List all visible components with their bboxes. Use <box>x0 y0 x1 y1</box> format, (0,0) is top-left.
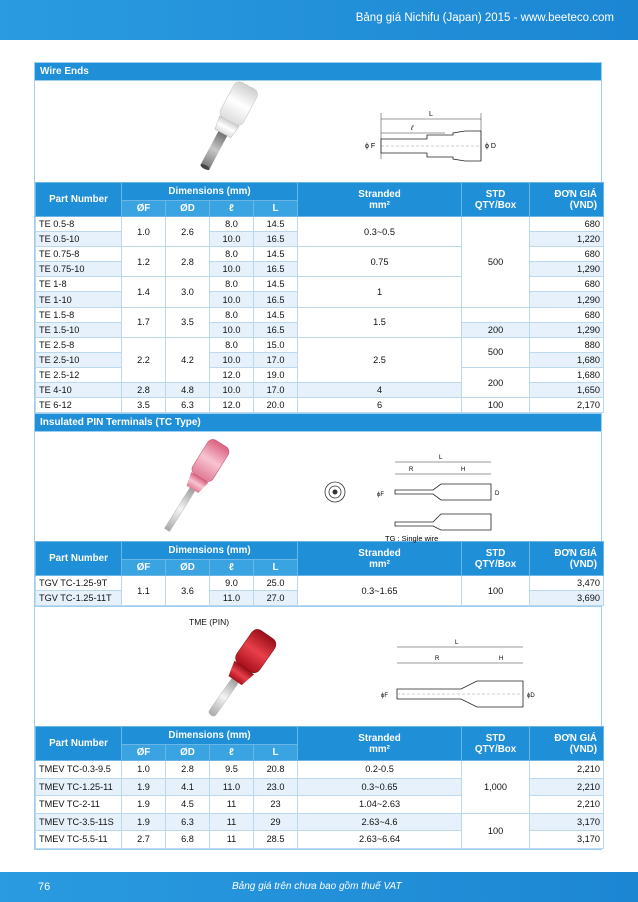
header-text: Stranded <box>358 188 401 200</box>
table-cell: 6.8 <box>166 831 210 849</box>
table-cell: 16.5 <box>254 262 298 277</box>
header-text: STD <box>485 547 506 559</box>
table-cell: TE 4-10 <box>36 383 122 398</box>
tme-dim-D: ϕD <box>527 693 535 700</box>
wire-ends-illustration <box>35 80 601 182</box>
col-d: ØD <box>166 560 210 576</box>
header-text: ĐƠN GIÁ <box>554 547 598 559</box>
tc-section <box>34 413 602 850</box>
table-cell: TE 1-10 <box>36 292 122 307</box>
table-cell: TE 0.75-10 <box>36 262 122 277</box>
table-cell: 15.0 <box>254 337 298 352</box>
table-row <box>36 398 604 413</box>
table-cell: 2.63~6.64 <box>298 831 462 849</box>
table-cell: 10.0 <box>210 352 254 367</box>
tc-dim-H: H <box>461 467 466 473</box>
table-cell: 27.0 <box>254 591 298 606</box>
table-cell: TE 2.5-12 <box>36 367 122 382</box>
table-cell: 16.5 <box>254 292 298 307</box>
tme-dim-F: ϕF <box>381 693 389 700</box>
col-l: L <box>254 560 298 576</box>
tc-dim-R: R <box>409 467 414 473</box>
table-cell: TE 2.5-8 <box>36 337 122 352</box>
table-cell: 11 <box>210 831 254 849</box>
table-cell: 4.1 <box>166 778 210 796</box>
table-cell: 11 <box>210 813 254 831</box>
col-l1: ℓ <box>210 201 254 217</box>
tc-illustration <box>35 431 601 541</box>
col-d: ØD <box>166 201 210 217</box>
table-cell: TE 2.5-10 <box>36 352 122 367</box>
table-cell: 3,690 <box>530 591 604 606</box>
table-cell: 100 <box>462 813 530 848</box>
table-cell: 0.2-0.5 <box>298 761 462 779</box>
table-cell: 1.9 <box>122 796 166 814</box>
tme-dimension-drawing <box>351 633 551 725</box>
table-cell: 2,210 <box>530 796 604 814</box>
col-part-number: Part Number <box>36 183 122 217</box>
table-cell: 6.3 <box>166 398 210 413</box>
col-f: ØF <box>122 560 166 576</box>
table-cell: TE 0.75-8 <box>36 247 122 262</box>
col-f: ØF <box>122 201 166 217</box>
table-cell: 2.63~4.6 <box>298 813 462 831</box>
table-cell: 0.3~1.65 <box>298 576 462 606</box>
table-cell: 9.5 <box>210 761 254 779</box>
table-cell: 10.0 <box>210 292 254 307</box>
table-cell: 1.9 <box>122 778 166 796</box>
table-cell: 680 <box>530 217 604 232</box>
table-cell: 29 <box>254 813 298 831</box>
table-cell: 880 <box>530 337 604 352</box>
dim-D-label: ϕ D <box>485 143 496 150</box>
table-cell: 3.0 <box>166 277 210 307</box>
table-cell: 3,470 <box>530 576 604 591</box>
col-l: L <box>254 201 298 217</box>
tme-dim-H: H <box>499 656 504 663</box>
col-std <box>462 542 530 576</box>
col-price <box>530 542 604 576</box>
table-cell: TMEV TC-0.3-9.5 <box>36 761 122 779</box>
col-stranded <box>298 727 462 761</box>
table-cell: 10.0 <box>210 232 254 247</box>
table-cell: 11.0 <box>210 778 254 796</box>
table-cell: 4.8 <box>166 383 210 398</box>
dim-F-label: ϕ F <box>365 143 376 150</box>
table-cell: 500 <box>462 337 530 367</box>
table-row <box>36 307 604 322</box>
table-cell: 14.5 <box>254 307 298 322</box>
page-number: 76 <box>38 881 51 893</box>
table-cell: 1.1 <box>122 576 166 606</box>
table-cell: 2.8 <box>122 383 166 398</box>
table-cell: 1.0 <box>122 761 166 779</box>
header-text: STD <box>485 188 506 200</box>
table-cell: 1.4 <box>122 277 166 307</box>
header-text: mm² <box>369 743 390 755</box>
table-cell: 17.0 <box>254 383 298 398</box>
table-cell: 8.0 <box>210 247 254 262</box>
table-cell: 2,170 <box>530 398 604 413</box>
table-cell: TGV TC-1.25-11T <box>36 591 122 606</box>
tc-caption: TG : Single wire <box>385 534 439 543</box>
header-text: (VND) <box>569 199 598 211</box>
table-row <box>36 217 604 232</box>
table-cell: 1,290 <box>530 322 604 337</box>
table-cell: 11.0 <box>210 591 254 606</box>
table-cell: 19.0 <box>254 367 298 382</box>
table-cell: 8.0 <box>210 307 254 322</box>
table-cell: 2,210 <box>530 761 604 779</box>
col-part-number: Part Number <box>36 542 122 576</box>
header-text: ĐƠN GIÁ <box>554 732 598 744</box>
table-cell: TE 1.5-8 <box>36 307 122 322</box>
table-cell: 14.5 <box>254 277 298 292</box>
wire-ends-table <box>35 182 604 413</box>
col-dimensions: Dimensions (mm) <box>122 542 298 560</box>
table-cell: 3.5 <box>122 398 166 413</box>
table-row <box>36 813 604 831</box>
table-cell: 14.5 <box>254 247 298 262</box>
col-l1: ℓ <box>210 560 254 576</box>
table-cell: 11 <box>210 796 254 814</box>
col-std <box>462 727 530 761</box>
table-cell: TE 6-12 <box>36 398 122 413</box>
table-cell: 200 <box>462 322 530 337</box>
tme-dim-L: L <box>455 640 459 647</box>
header-text: QTY/Box <box>474 199 517 211</box>
table-cell: 1.0 <box>122 217 166 247</box>
table-cell: 25.0 <box>254 576 298 591</box>
table-cell: 500 <box>462 217 530 308</box>
table-cell: TE 1.5-10 <box>36 322 122 337</box>
table-cell: 6.3 <box>166 813 210 831</box>
col-part-number: Part Number <box>36 727 122 761</box>
col-dimensions: Dimensions (mm) <box>122 183 298 201</box>
tc-dim-F: ϕF <box>377 492 385 498</box>
table-cell <box>462 307 530 322</box>
table-cell: 200 <box>462 367 530 397</box>
header-text: Stranded <box>358 732 401 744</box>
header-text: STD <box>485 732 506 744</box>
tc-dim-D: D <box>495 491 500 497</box>
table-cell: 14.5 <box>254 217 298 232</box>
table-cell: 1,650 <box>530 383 604 398</box>
table-cell: 23 <box>254 796 298 814</box>
col-std <box>462 183 530 217</box>
tc-table <box>35 541 604 606</box>
col-price <box>530 727 604 761</box>
table-cell: 16.5 <box>254 322 298 337</box>
table-cell: 1,290 <box>530 292 604 307</box>
table-cell: 1,680 <box>530 367 604 382</box>
table-cell: 16.5 <box>254 232 298 247</box>
header-text: QTY/Box <box>474 558 517 570</box>
page-footer-bar <box>0 872 638 902</box>
table-cell: 1.9 <box>122 813 166 831</box>
col-l1: ℓ <box>210 745 254 761</box>
tme-illustration <box>35 606 601 726</box>
table-cell: 20.0 <box>254 398 298 413</box>
table-cell: 1.04~2.63 <box>298 796 462 814</box>
table-cell: 0.3~0.65 <box>298 778 462 796</box>
table-cell: TMEV TC-5.5-11 <box>36 831 122 849</box>
table-row <box>36 576 604 591</box>
table-cell: 2.5 <box>298 337 462 382</box>
tc-dim-L: L <box>439 455 443 461</box>
table-cell: 28.5 <box>254 831 298 849</box>
wire-ends-section <box>34 62 602 414</box>
tme-title: TME (PIN) <box>189 617 230 628</box>
table-cell: 680 <box>530 277 604 292</box>
table-cell: 3,170 <box>530 813 604 831</box>
table-cell: 3.5 <box>166 307 210 337</box>
table-cell: 680 <box>530 307 604 322</box>
table-cell: TMEV TC-3.5-11S <box>36 813 122 831</box>
wire-ends-title: Wire Ends <box>35 63 601 80</box>
table-cell: TE 1-8 <box>36 277 122 292</box>
table-cell: 2,210 <box>530 778 604 796</box>
table-cell: TE 0.5-10 <box>36 232 122 247</box>
tme-table <box>35 726 604 849</box>
table-cell: 8.0 <box>210 277 254 292</box>
table-cell: TMEV TC-1.25-11 <box>36 778 122 796</box>
table-cell: 2.6 <box>166 217 210 247</box>
table-cell: 0.75 <box>298 247 462 277</box>
tc-dimension-drawing <box>315 448 515 544</box>
col-stranded <box>298 542 462 576</box>
table-cell: 680 <box>530 247 604 262</box>
tme-dim-R: R <box>435 656 440 663</box>
table-cell: 10.0 <box>210 322 254 337</box>
table-cell: 17.0 <box>254 352 298 367</box>
table-cell: 12.0 <box>210 398 254 413</box>
table-cell: TGV TC-1.25-9T <box>36 576 122 591</box>
page-header-title: Bảng giá Nichifu (Japan) 2015 - www.beeteco.com <box>355 12 614 24</box>
table-cell: 3.6 <box>166 576 210 606</box>
table-cell: TMEV TC-2-11 <box>36 796 122 814</box>
table-cell: 2.7 <box>122 831 166 849</box>
header-text: (VND) <box>569 558 598 570</box>
table-cell: 100 <box>462 398 530 413</box>
table-cell: 1,290 <box>530 262 604 277</box>
header-text: mm² <box>369 558 390 570</box>
vat-note: Bảng giá trên chưa bao gồm thuế VAT <box>232 881 402 892</box>
dim-L-label: L <box>429 111 433 118</box>
table-row <box>36 761 604 779</box>
table-cell: 4 <box>298 383 462 398</box>
header-text: QTY/Box <box>474 743 517 755</box>
page-header-bar <box>0 0 638 40</box>
col-stranded <box>298 183 462 217</box>
header-text: Stranded <box>358 547 401 559</box>
table-cell: 2.2 <box>122 337 166 382</box>
table-cell: 10.0 <box>210 383 254 398</box>
table-cell: 1.5 <box>298 307 462 337</box>
table-cell: 20.8 <box>254 761 298 779</box>
tc-title: Insulated PIN Terminals (TC Type) <box>35 414 601 431</box>
table-cell: 1,000 <box>462 761 530 814</box>
table-cell: 2.8 <box>166 761 210 779</box>
wire-end-dimension-drawing <box>335 107 545 177</box>
table-cell: 6 <box>298 398 462 413</box>
header-text: mm² <box>369 199 390 211</box>
table-cell: 23.0 <box>254 778 298 796</box>
table-row <box>36 337 604 352</box>
table-cell: 8.0 <box>210 217 254 232</box>
table-cell: 9.0 <box>210 576 254 591</box>
table-cell: TE 0.5-8 <box>36 217 122 232</box>
table-cell: 3,170 <box>530 831 604 849</box>
col-l: L <box>254 745 298 761</box>
col-f: ØF <box>122 745 166 761</box>
table-cell: 12.0 <box>210 367 254 382</box>
table-cell: 1.7 <box>122 307 166 337</box>
header-text: ĐƠN GIÁ <box>554 188 598 200</box>
table-cell: 1 <box>298 277 462 307</box>
table-cell: 1,680 <box>530 352 604 367</box>
header-text: (VND) <box>569 743 598 755</box>
table-cell: 0.3~0.5 <box>298 217 462 247</box>
table-cell: 1,220 <box>530 232 604 247</box>
table-cell: 2.8 <box>166 247 210 277</box>
dim-l-label: ℓ <box>411 125 414 132</box>
table-cell: 8.0 <box>210 337 254 352</box>
table-cell: 4.5 <box>166 796 210 814</box>
table-cell: 4.2 <box>166 337 210 382</box>
table-cell: 100 <box>462 576 530 606</box>
table-cell: 1.2 <box>122 247 166 277</box>
table-cell: 10.0 <box>210 262 254 277</box>
col-dimensions: Dimensions (mm) <box>122 727 298 745</box>
col-d: ØD <box>166 745 210 761</box>
col-price <box>530 183 604 217</box>
